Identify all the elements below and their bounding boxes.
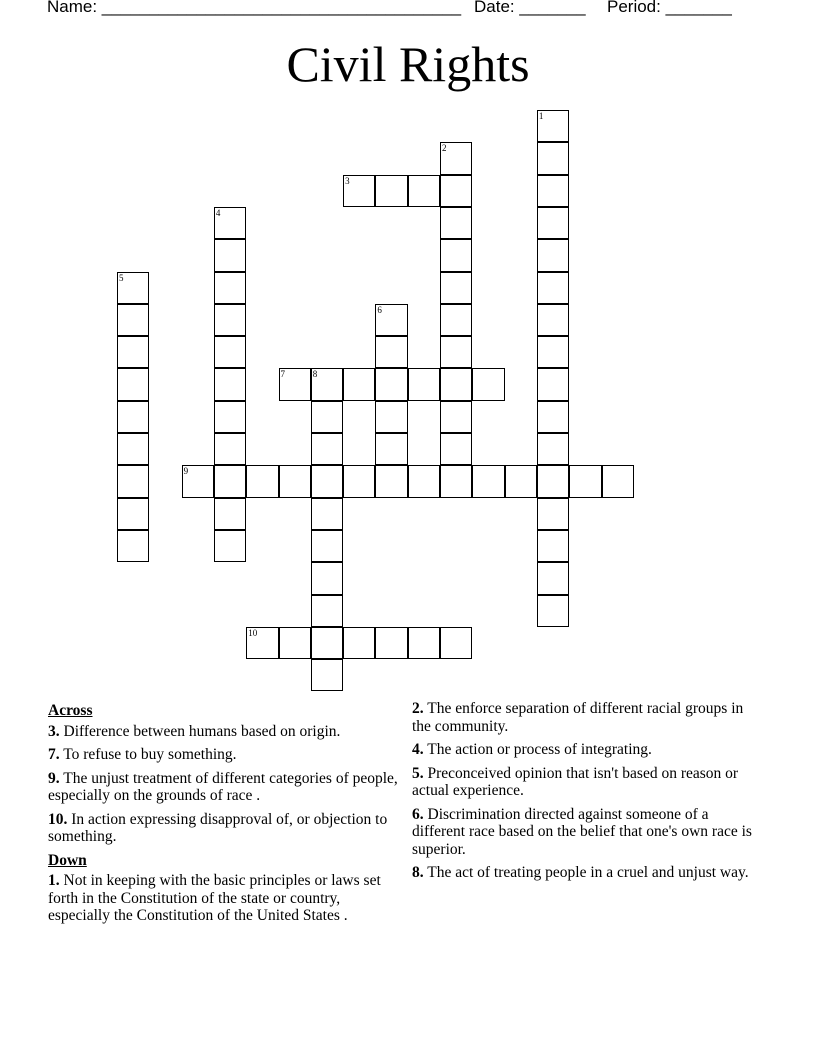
crossword-cell[interactable]: [117, 304, 149, 336]
down-heading: Down: [48, 851, 87, 869]
crossword-cell[interactable]: [537, 207, 569, 239]
cell-number: 4: [215, 207, 221, 218]
crossword-cell[interactable]: [214, 433, 246, 465]
crossword-cell[interactable]: [214, 498, 246, 530]
crossword-cell[interactable]: [440, 336, 472, 368]
crossword-cell[interactable]: [408, 465, 440, 497]
crossword-cell[interactable]: [537, 562, 569, 594]
crossword-cell[interactable]: [214, 530, 246, 562]
crossword-cell[interactable]: [408, 175, 440, 207]
crossword-cell[interactable]: [311, 659, 343, 691]
crossword-cell[interactable]: [440, 207, 472, 239]
clue-down-5: [412, 765, 757, 800]
clue-text: The enforce separation of different racial groups in the community.: [412, 700, 744, 735]
crossword-cell[interactable]: [440, 368, 472, 400]
crossword-cell[interactable]: [311, 595, 343, 627]
date-field-label[interactable]: Date: _______: [474, 0, 586, 16]
clue-number: 3.: [48, 722, 60, 740]
clue-down-1: [48, 872, 398, 925]
clue-down-6: [412, 806, 757, 859]
clue-text: Preconceived opinion that isn't based on reason or actual experience.: [412, 764, 739, 799]
crossword-cell[interactable]: [182, 465, 214, 497]
crossword-cell[interactable]: [311, 368, 343, 400]
clue-number: 1.: [48, 872, 60, 889]
crossword-cell[interactable]: [117, 433, 149, 465]
clue-number: 8.: [412, 864, 424, 881]
crossword-cell[interactable]: [246, 627, 278, 659]
crossword-cell[interactable]: [440, 401, 472, 433]
name-field-label[interactable]: Name: ______________________________________: [47, 0, 462, 16]
clue-text: To refuse to buy something.: [63, 746, 237, 763]
clue-number: 4.: [412, 741, 424, 758]
crossword-cell[interactable]: [311, 465, 343, 497]
cell-number: 8: [312, 369, 318, 380]
crossword-cell[interactable]: [117, 530, 149, 562]
clue-across-3: [48, 723, 398, 741]
crossword-cell[interactable]: [375, 627, 407, 659]
crossword-cell[interactable]: [375, 465, 407, 497]
crossword-cell[interactable]: [343, 368, 375, 400]
crossword-cell[interactable]: [505, 465, 537, 497]
crossword-cell[interactable]: [375, 304, 407, 336]
crossword-cell[interactable]: [343, 175, 375, 207]
clue-down-8: [412, 864, 757, 882]
crossword-cell[interactable]: [117, 401, 149, 433]
crossword-cell[interactable]: [472, 368, 504, 400]
clue-number: 10.: [48, 810, 68, 828]
crossword-cell[interactable]: [569, 465, 601, 497]
crossword-cell[interactable]: [537, 595, 569, 627]
clue-text: The act of treating people in a cruel and unjust way.: [427, 864, 749, 881]
crossword-cell[interactable]: [214, 272, 246, 304]
clue-number: 9.: [48, 769, 60, 787]
crossword-cell[interactable]: [279, 465, 311, 497]
crossword-cell[interactable]: [214, 239, 246, 271]
crossword-cell[interactable]: [602, 465, 634, 497]
crossword-cell[interactable]: [440, 142, 472, 174]
clue-text: Difference between humans based on origin.: [63, 722, 341, 740]
crossword-cell[interactable]: [408, 368, 440, 400]
clues-left-column: [48, 700, 398, 931]
crossword-cell[interactable]: [311, 627, 343, 659]
crossword-cell[interactable]: [117, 368, 149, 400]
clue-number: 6.: [412, 805, 424, 823]
clue-text: In action expressing disapproval of, or objection to something.: [48, 810, 388, 845]
clue-number: 2.: [412, 700, 424, 717]
crossword-cell[interactable]: [214, 207, 246, 239]
crossword-cell[interactable]: [214, 336, 246, 368]
crossword-cell[interactable]: [537, 175, 569, 207]
clue-down-2: [412, 700, 757, 735]
crossword-cell[interactable]: [246, 465, 278, 497]
crossword-cell[interactable]: [537, 110, 569, 142]
crossword-cell[interactable]: [311, 401, 343, 433]
clue-number: 5.: [412, 764, 424, 782]
cell-number: 1: [538, 111, 544, 121]
crossword-cell[interactable]: [117, 336, 149, 368]
crossword-cell[interactable]: [440, 272, 472, 304]
crossword-cell[interactable]: [117, 465, 149, 497]
crossword-cell[interactable]: [343, 627, 375, 659]
crossword-cell[interactable]: [375, 433, 407, 465]
clue-text: Not in keeping with the basic principles or laws set forth in the Constitution of the state or country, especially the Constitution of the United States .: [48, 872, 381, 924]
cell-number: 10: [248, 627, 258, 638]
crossword-cell[interactable]: [343, 465, 375, 497]
crossword-cell[interactable]: [375, 336, 407, 368]
clue-text: The unjust treatment of different categories of people, especially on the grounds of race .: [48, 769, 398, 804]
crossword-cell[interactable]: [117, 272, 149, 304]
cell-number: 2: [442, 143, 447, 154]
crossword-cell[interactable]: [440, 627, 472, 659]
crossword-cell[interactable]: [440, 239, 472, 271]
clue-across-10: [48, 811, 398, 846]
cell-number: 3: [345, 175, 350, 186]
clue-across-9: [48, 770, 398, 805]
page-title: Civil Rights: [286, 36, 530, 92]
crossword-cell[interactable]: [214, 368, 246, 400]
crossword-cell[interactable]: [440, 304, 472, 336]
crossword-cell[interactable]: [537, 368, 569, 400]
cell-number: 7: [280, 369, 285, 380]
cell-number: 6: [377, 304, 382, 315]
crossword-cell[interactable]: [311, 530, 343, 562]
crossword-cell[interactable]: [279, 627, 311, 659]
crossword-cell[interactable]: [214, 401, 246, 433]
crossword-cell[interactable]: [537, 142, 569, 174]
crossword-cell[interactable]: [440, 433, 472, 465]
clue-across-7: [48, 746, 398, 764]
clue-down-4: [412, 741, 757, 759]
crossword-cell[interactable]: [375, 401, 407, 433]
crossword-cell[interactable]: [408, 627, 440, 659]
crossword-cell[interactable]: [472, 465, 504, 497]
across-heading: Across: [48, 702, 93, 719]
crossword-cell[interactable]: [375, 175, 407, 207]
crossword-cell[interactable]: [537, 498, 569, 530]
crossword-cell[interactable]: [375, 368, 407, 400]
crossword-cell[interactable]: [279, 368, 311, 400]
cell-number: 5: [119, 272, 124, 283]
crossword-cell[interactable]: [311, 498, 343, 530]
clues-right-column: [412, 700, 757, 888]
crossword-cell[interactable]: [440, 175, 472, 207]
crossword-cell[interactable]: [440, 465, 472, 497]
crossword-cell[interactable]: [537, 304, 569, 336]
period-field-label[interactable]: Period: _______: [607, 0, 732, 16]
crossword-cell[interactable]: [537, 465, 569, 497]
clue-text: The action or process of integrating.: [427, 741, 652, 758]
cell-number: 9: [183, 466, 189, 477]
crossword-cell[interactable]: [537, 272, 569, 304]
crossword-cell[interactable]: [537, 239, 569, 271]
crossword-cell[interactable]: [537, 530, 569, 562]
crossword-cell[interactable]: [537, 433, 569, 465]
crossword-cell[interactable]: [311, 562, 343, 594]
crossword-cell[interactable]: [117, 498, 149, 530]
crossword-cell[interactable]: [537, 401, 569, 433]
crossword-cell[interactable]: [537, 336, 569, 368]
crossword-cell[interactable]: [311, 433, 343, 465]
clue-number: 7.: [48, 746, 60, 763]
clue-text: Discrimination directed against someone of a different race based on the belief that one's own race is superior.: [412, 805, 752, 858]
crossword-cell[interactable]: [214, 304, 246, 336]
crossword-cell[interactable]: [214, 465, 246, 497]
